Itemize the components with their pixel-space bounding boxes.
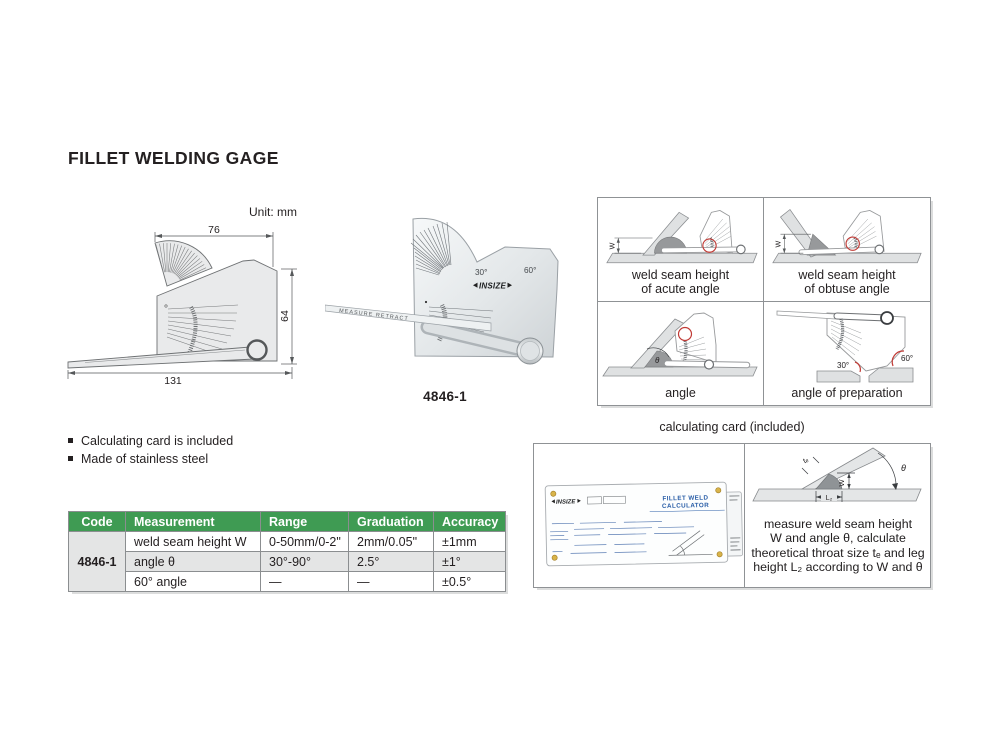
table-row xyxy=(69,552,506,572)
page-title: FILLET WELDING GAGE xyxy=(68,148,279,168)
card-heading-1: FILLET WELD xyxy=(662,494,709,503)
header-accuracy: Accuracy xyxy=(434,512,506,532)
screw-icon xyxy=(551,491,556,496)
calc-card-image xyxy=(534,444,744,587)
dim-top-label: 76 xyxy=(208,224,220,236)
table-header-row xyxy=(69,512,506,532)
prep-60-label: 60° xyxy=(901,354,914,363)
pivot-pin-core xyxy=(521,342,540,361)
te-label: tₑ xyxy=(800,454,811,466)
cell-graduation: 2.5° xyxy=(349,552,434,572)
cell-measurement: 60° angle xyxy=(126,572,261,592)
usage-diagram-angle xyxy=(599,307,763,385)
table-row xyxy=(69,572,506,592)
header-code: Code xyxy=(69,512,126,532)
header-graduation: Graduation xyxy=(349,512,434,532)
header-measurement: Measurement xyxy=(126,512,261,532)
product-photo xyxy=(325,211,565,384)
feature-item xyxy=(68,434,233,448)
w-label: W xyxy=(608,242,616,250)
usage-cell-angle xyxy=(598,302,764,406)
theta-label: θ xyxy=(654,356,659,365)
feature-list xyxy=(68,434,233,470)
dim-bottom-label: 131 xyxy=(164,375,182,387)
w-label: W xyxy=(837,479,846,487)
cell-accuracy: ±1° xyxy=(434,552,506,572)
usage-caption: weld seam height of obtuse angle xyxy=(798,267,896,296)
feature-text: Made of stainless steel xyxy=(81,452,209,466)
calc-explainer-panel xyxy=(745,444,931,587)
technical-drawing xyxy=(60,223,300,387)
prep-30-label: 30° xyxy=(837,361,850,370)
usage-cell-preparation xyxy=(764,302,930,406)
feature-text: Calculating card is included xyxy=(81,434,234,448)
header-range: Range xyxy=(261,512,349,532)
cell-accuracy: ±1mm xyxy=(434,532,506,552)
w-label: W xyxy=(774,240,783,248)
dim-right-label: 64 xyxy=(279,310,291,322)
scale-30-label: 30° xyxy=(475,268,488,277)
cell-accuracy: ±0.5° xyxy=(434,572,506,592)
feature-item xyxy=(68,452,233,466)
spec-table xyxy=(68,511,506,592)
cell-measurement: weld seam height W xyxy=(126,532,261,552)
calc-card-title: calculating card (included) xyxy=(659,420,805,434)
arm-engraving: MEASURE RETRACT xyxy=(338,308,410,323)
cell-measurement: angle θ xyxy=(126,552,261,572)
card-heading-2: CALCULATOR xyxy=(661,501,710,510)
usage-diagram-obtuse xyxy=(765,200,929,267)
unit-label: Unit: mm xyxy=(249,205,297,219)
calc-card-panel xyxy=(534,444,745,587)
screw-icon xyxy=(717,552,722,557)
cell-graduation: 2mm/0.05" xyxy=(349,532,434,552)
card-brand-text: INSIZE xyxy=(555,499,576,506)
screw-icon xyxy=(552,555,557,560)
usage-diagram-acute xyxy=(599,200,763,267)
gage-dot xyxy=(425,301,427,303)
scale-60-label: 60° xyxy=(524,266,537,275)
table-row xyxy=(69,532,506,552)
bullet-square-icon xyxy=(68,456,73,461)
calc-description: measure weld seam height W and angle θ, calculate theoretical throat size tₑ and leg height L₂ according to W and θ xyxy=(751,517,925,575)
cell-graduation: — xyxy=(349,572,434,592)
usage-caption: angle xyxy=(665,386,696,400)
code-cell: 4846-1 xyxy=(69,532,126,592)
product-code-label: 4846-1 xyxy=(423,389,467,404)
usage-cell-obtuse xyxy=(764,198,930,302)
cell-range: 30°-90° xyxy=(261,552,349,572)
usage-diagram-preparation xyxy=(765,305,929,385)
calc-weld-diagram xyxy=(745,445,931,517)
brand-text: INSIZE xyxy=(479,281,506,291)
calc-card-box xyxy=(533,443,931,588)
bullet-square-icon xyxy=(68,438,73,443)
pivot-ring xyxy=(248,341,267,360)
usage-caption: weld seam height of acute angle xyxy=(631,267,730,296)
usage-cell-acute xyxy=(598,198,764,302)
cell-range: 0-50mm/0-2" xyxy=(261,532,349,552)
usage-caption: angle of preparation xyxy=(791,386,903,400)
cell-range: — xyxy=(261,572,349,592)
usage-grid xyxy=(597,197,931,406)
screw-icon xyxy=(716,488,721,493)
theta-label: θ xyxy=(901,463,906,473)
l2-label: L₂ xyxy=(825,495,833,502)
